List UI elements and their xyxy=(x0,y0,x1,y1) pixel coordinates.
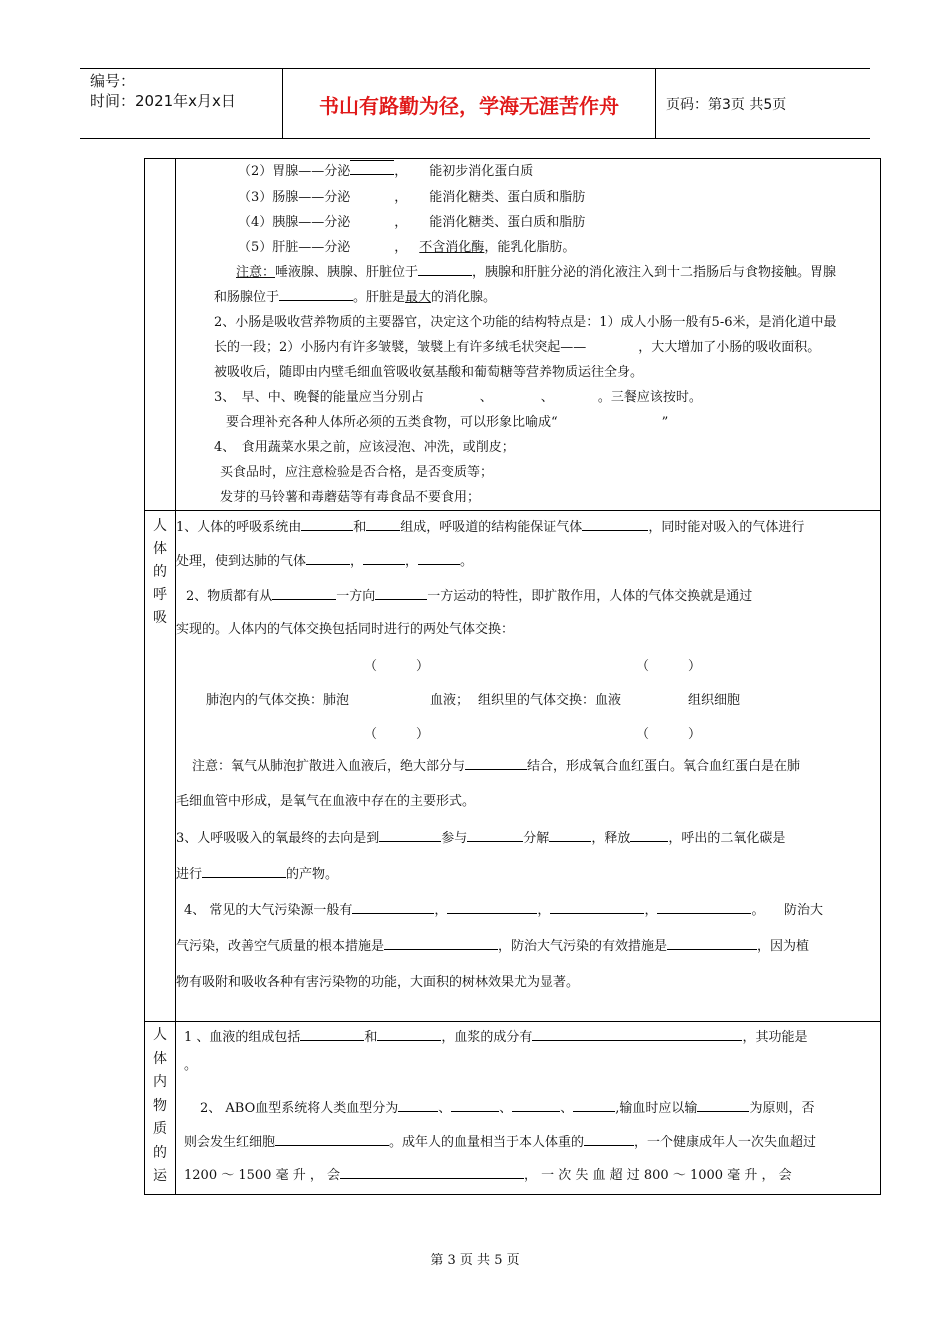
section-respiration-row xyxy=(145,511,881,1022)
content-table xyxy=(144,158,881,1195)
paragraph-line: 买食品时，应注意检验是否合格，是否变质等； xyxy=(220,465,494,480)
paragraph-line: 要合理补充各种人体所必须的五类食物，可以形象比喻成“ ” xyxy=(226,415,669,430)
gland-line: （4）胰腺——分泌 ， 能消化糖类、蛋白质和脂肪 xyxy=(238,215,586,230)
paragraph-line: 实现的。人体内的气体交换包括同时进行的两处气体交换： xyxy=(176,622,515,637)
paragraph-line: 3、 早、中、晚餐的能量应当分别占 、 、 。三餐应该按时。 xyxy=(214,390,702,405)
paragraph-line: 气污染，改善空气质量的根本措施是 ，防治大气污染的有效措施是 ，因为植 xyxy=(176,929,880,965)
paragraph-line: 2、 ABO血型系统将人类血型分为 、 、 、 ,输血时应以输 为原则，否 xyxy=(184,1090,874,1128)
paren-line: （ ） （ ） xyxy=(364,727,702,742)
paragraph-line: 1200 ～ 1500 毫 升 ， 会 ， 一 次 失 血 超 过 800 ～ 1000 毫 升 ， 会 xyxy=(184,1158,874,1194)
paragraph-line: 毛细血管中形成，是氧气在血液中存在的主要形式。 xyxy=(176,794,476,809)
paragraph-line: 2、物质都有从 一方向 一方运动的特性，即扩散作用，人体的气体交换就是通过 xyxy=(176,579,880,615)
section-title-circulation: 人 体 内 物 质 的 运 xyxy=(153,1027,167,1184)
section-circulation-row xyxy=(145,1022,881,1195)
paragraph-line: 2、小肠是吸收营养物质的主要器官，决定这个功能的结构特点是：1）成人小肠一般有5-6米，是消化道中最 xyxy=(214,315,837,330)
header-motto-cell xyxy=(283,69,656,138)
header-meta-cell xyxy=(80,69,283,138)
paragraph-line: 3、人呼吸吸入的氧最终的去向是到 参与 分解 ，释放 ，呼出的二氧化碳是 xyxy=(176,821,880,857)
header-page-cell xyxy=(656,69,870,138)
motto: 书山有路勤为径，学海无涯苦作舟 xyxy=(319,94,619,118)
paragraph-line: 。 xyxy=(184,1058,198,1073)
note-line: 注意：唾液腺、胰腺、肝脏位于 ，胰腺和肝脏分泌的消化液注入到十二指肠后与食物接触。胃腺 xyxy=(184,260,874,285)
section-title-cell xyxy=(145,511,176,1022)
time-label: 时间：2021年x月x日 xyxy=(90,92,236,110)
paragraph-line: 1、人体的呼吸系统由 和 组成，呼吸道的结构能保证气体 ，同时能对吸入的气体进行 xyxy=(176,511,880,545)
section-title-respiration: 人 体 的 呼 吸 xyxy=(153,518,167,626)
paren-line: （ ） （ ） xyxy=(364,659,702,674)
page-label: 页码：第3页 共5页 xyxy=(666,97,787,113)
paragraph-line: 发芽的马铃薯和毒蘑菇等有毒食品不要食用； xyxy=(220,490,481,505)
exchange-line: 肺泡内的气体交换：肺泡 血液； 组织里的气体交换：血液 组织细胞 xyxy=(206,693,741,708)
page-header xyxy=(80,68,870,139)
paragraph-line: 4、 食用蔬菜水果之前，应该浸泡、冲洗，或削皮； xyxy=(214,440,515,455)
gland-line: （5）肝脏——分泌 ， 不含消化酶，能乳化脂肪。 xyxy=(238,240,576,255)
note-line: 和肠腺位于 。肝脏是最大的消化腺。 xyxy=(184,285,874,310)
paragraph-line: 4、 常见的大气污染源一般有 ， ， ， 。 防治大 xyxy=(176,893,880,929)
paragraph-line: 被吸收后，随即由内壁毛细血管吸收氨基酸和葡萄糖等营养物质运往全身。 xyxy=(214,365,644,380)
paragraph-line: 长的一段；2）小肠内有许多皱襞，皱襞上有许多绒毛状突起—— ，大大增加了小肠的吸收面积。 xyxy=(214,340,821,355)
section-circulation-body xyxy=(176,1022,881,1195)
paragraph-line: 处理，使到达肺的气体 ， ， 。 xyxy=(176,545,880,579)
paragraph-line: 则会发生红细胞 。成年人的血量相当于本人体重的 ，一个健康成年人一次失血超过 xyxy=(184,1128,874,1158)
section-title-cell xyxy=(145,159,176,511)
gland-line: （2）胃腺——分泌 ， 能初步消化蛋白质 xyxy=(184,159,874,185)
section-digestion-body xyxy=(176,159,881,511)
paragraph-line: 注意：氧气从肺泡扩散进入血液后，绝大部分与 结合，形成氧合血红蛋白。氧合血红蛋白是在肺 xyxy=(176,749,880,785)
page-footer: 第 3 页 共 5 页 xyxy=(430,1253,520,1268)
paragraph-line: 进行 的产物。 xyxy=(176,857,880,893)
number-label: 编号： xyxy=(90,72,136,90)
section-respiration-body xyxy=(176,511,881,1022)
paragraph-line: 1 、血液的组成包括 和 ，血浆的成分有 ，其功能是 xyxy=(184,1022,874,1054)
gland-line: （3）肠腺——分泌 ， 能消化糖类、蛋白质和脂肪 xyxy=(238,190,586,205)
section-digestion-row xyxy=(145,159,881,511)
section-title-cell xyxy=(145,1022,176,1195)
paragraph-line: 物有吸附和吸收各种有害污染物的功能，大面积的树林效果尤为显著。 xyxy=(176,975,580,990)
